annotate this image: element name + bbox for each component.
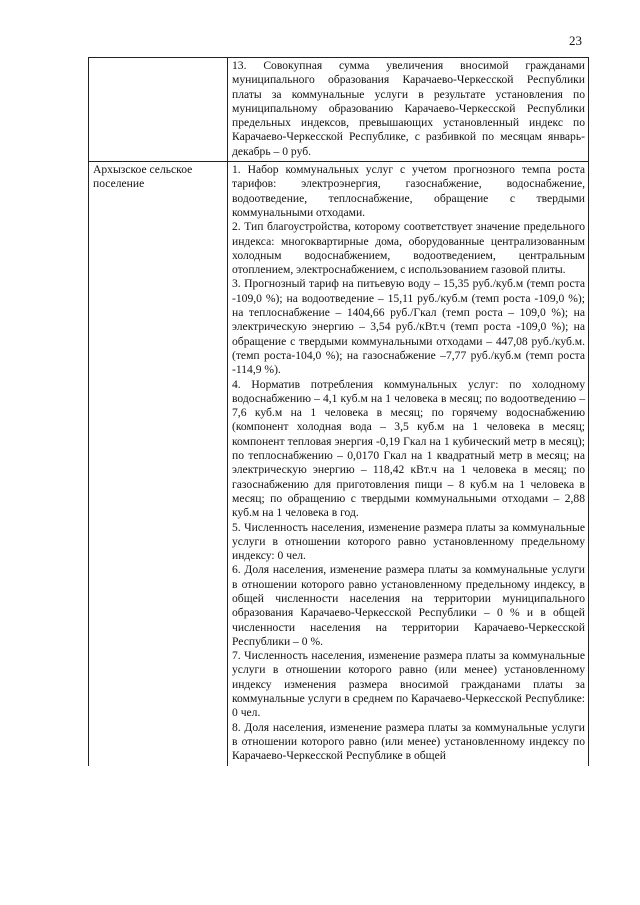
table-row xyxy=(89,58,589,162)
municipality-cell: Архызское сельское поселение xyxy=(89,162,228,766)
paragraph-5: 5. Численность населения, изменение размера платы за коммунальные услуги в отношении которого равно установленному предельному индексу: 0 чел. xyxy=(232,520,585,563)
page-number: 23 xyxy=(569,33,582,48)
paragraph-1: 1. Набор коммунальных услуг с учетом прогнозного темпа роста тарифов: электроэнергия, газоснабжение, водоснабжение, водоотведение, теплоснабжение, обращение с твердыми коммунальными отходами. xyxy=(232,163,585,219)
paragraph-2: 2. Тип благоустройства, которому соответствует значение предельного индекса: многоквартирные дома, оборудованные централизованным холодным водоснабжением, водоотведением, центральным отоплением, электроснабжением, с использованием газовой плиты. xyxy=(232,220,585,277)
paragraph-7: 7. Численность населения, изменение размера платы за коммунальные услуги в отношении которого равно (или менее) установленному индексу изменения размера вносимой гражданами платы за коммунальные услуги в среднем по Карачаево-Черкесской Республике: 0 чел. xyxy=(232,649,585,720)
details-cell xyxy=(228,58,589,162)
paragraph-13: 13. Совокупная сумма увеличения вносимой гражданами муниципального образования Карачаево-Черкесской Республики платы за коммунальные услуги в результате установления по муниципальному образованию Карачаево-Черкесской Республики предельных индексов, превышающих установленный индекс по Карачаево-Черкесской Республике, с разбивкой по месяцам январь-декабрь – 0 руб. xyxy=(232,59,585,158)
details-cell xyxy=(228,162,589,766)
paragraph-3: 3. Прогнозный тариф на питьевую воду – 15,35 руб./куб.м (темп роста -109,0 %); на водоотведение – 15,11 руб./куб.м (темп роста -109,0 %); на теплоснабжение – 1404,66 руб./Гкал (темп роста – 109,0 %); на электрическую энергию – 3,54 руб./кВт.ч (темп роста -109,0 %); на обращение с твердыми коммунальными отходами – 447,08 руб./куб.м. (темп роста-104,0 %); на газоснабжение –7,77 руб./куб.м (темп роста -114,9 %). xyxy=(232,277,585,377)
indices-table xyxy=(88,57,589,766)
paragraph-4: 4. Норматив потребления коммунальных услуг: по холодному водоснабжению – 4,1 куб.м на 1 человека в месяц; по водоотведению – 7,6 куб.м на 1 человека в месяц; по горячему водоснабжению (компонент холодная вода – 3,5 куб.м на 1 человека в месяц; компонент тепловая энергия -0,19 Гкал на 1 кубический метр в месяц); по теплоснабжению – 0,0170 Гкал на 1 квадратный метр в месяц; на электрическую энергию – 118,42 кВт.ч на 1 человека в месяц; по газоснабжению для приготовления пищи – 8 куб.м на 1 человека в месяц; по обращению с твердыми коммунальными отходами – 2,88 куб.м на 1 человека в год. xyxy=(232,377,585,520)
paragraph-8: 8. Доля населения, изменение размера платы за коммунальные услуги в отношении которого равно (или менее) установленному индексу по Карачаево-Черкесской Республике в общей xyxy=(232,720,585,763)
table-row xyxy=(89,162,589,766)
municipality-cell xyxy=(89,58,228,162)
paragraph-6: 6. Доля населения, изменение размера платы за коммунальные услуги в отношении которого равно установленному предельному индексу, в общей численности населения на территории муниципального образования Карачаево-Черкесской Республики – 0 % и в общей численности населения на территории Карачаево-Черкесской Республики – 0 %. xyxy=(232,563,585,648)
